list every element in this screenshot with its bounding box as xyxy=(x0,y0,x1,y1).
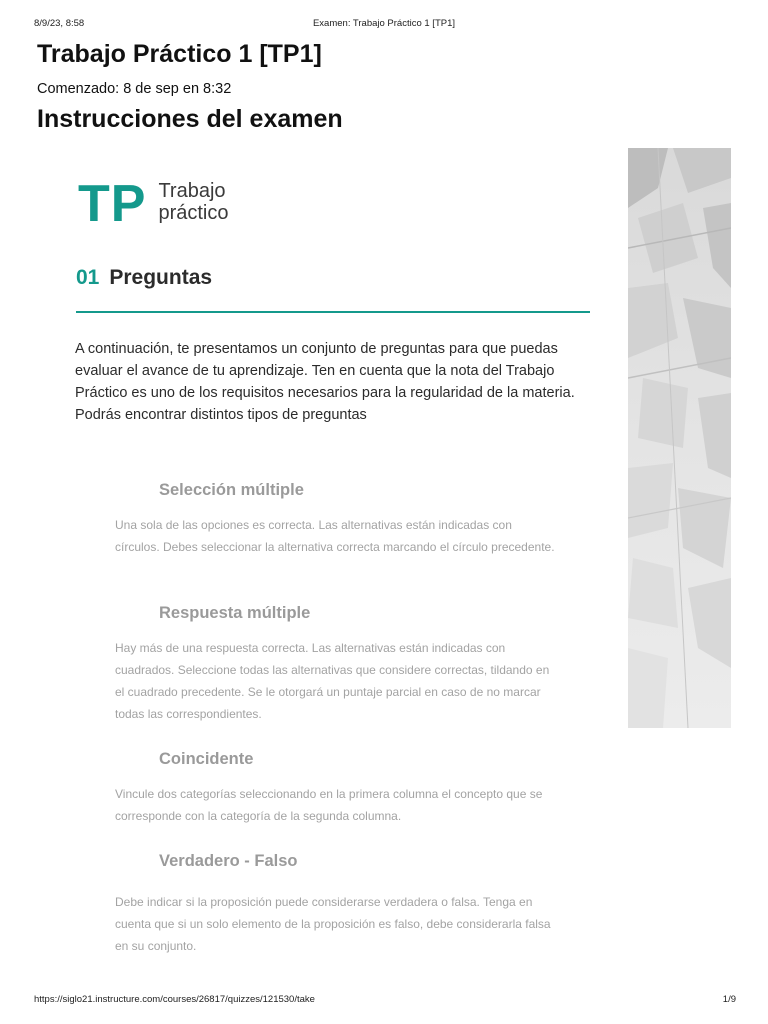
section-heading xyxy=(76,266,212,290)
tp-logo-word-line1: Trabajo xyxy=(158,180,226,202)
question-type-description: Una sola de las opciones es correcta. Las alternativas están indicadas con círculos. Debes seleccionar la alternativa correcta marcando el círculo precedente. xyxy=(115,518,555,554)
question-type-title: Verdadero - Falso xyxy=(159,852,298,870)
tp-logo-word-line2: práctico xyxy=(158,202,229,224)
section-number: 01 xyxy=(76,266,100,289)
decorative-architecture-image xyxy=(628,148,731,728)
section-divider xyxy=(76,311,590,313)
question-type-true-false xyxy=(115,852,555,957)
print-page-number: 1/9 xyxy=(722,994,736,1005)
started-info xyxy=(37,81,231,97)
tp-logo xyxy=(78,175,229,233)
question-type-multiple-answer xyxy=(115,604,555,725)
instructions-heading: Instrucciones del examen xyxy=(37,105,343,133)
tp-logo-mark: TP xyxy=(78,175,147,233)
section-intro: A continuación, te presentamos un conjunto de preguntas para que puedas evaluar el avance de tu aprendizaje. Ten en cuenta que la nota del Trabajo Práctico es uno de los requisitos necesarios para la regularidad de la materia. Podrás encontrar distintos tipos de preguntas xyxy=(75,341,575,423)
started-value: 8 de sep en 8:32 xyxy=(123,81,232,97)
question-type-title: Coincidente xyxy=(159,750,254,768)
section-title: Preguntas xyxy=(109,266,213,289)
print-url: https://siglo21.instructure.com/courses/26817/quizzes/121530/take xyxy=(34,994,315,1005)
question-type-matching xyxy=(115,750,555,827)
question-type-multiple-choice xyxy=(115,481,555,558)
tp-logo-word xyxy=(158,180,228,224)
question-type-title: Respuesta múltiple xyxy=(159,604,311,622)
question-type-title: Selección múltiple xyxy=(159,481,304,499)
question-type-description: Debe indicar si la proposición puede considerarse verdadera o falsa. Tenga en cuenta que si un solo elemento de la proposición es falso, debe considerarla falsa en su conjunto. xyxy=(115,895,551,953)
question-type-description: Vincule dos categorías seleccionando en la primera columna el concepto que se corresponde con la categoría de la segunda columna. xyxy=(115,787,543,823)
print-date: 8/9/23, 8:58 xyxy=(34,18,85,29)
started-label: Comenzado: xyxy=(37,81,120,97)
question-type-description: Hay más de una respuesta correcta. Las alternativas están indicadas con cuadrados. Seleccione todas las alternativas que considere correctas, tildando en el cuadrado precedente. Se le otorgará un puntaje parcial en caso de no marcar todas las correspondientes. xyxy=(115,641,550,721)
exam-title: Trabajo Práctico 1 [TP1] xyxy=(37,40,322,68)
print-page-title: Examen: Trabajo Práctico 1 [TP1] xyxy=(312,18,456,29)
